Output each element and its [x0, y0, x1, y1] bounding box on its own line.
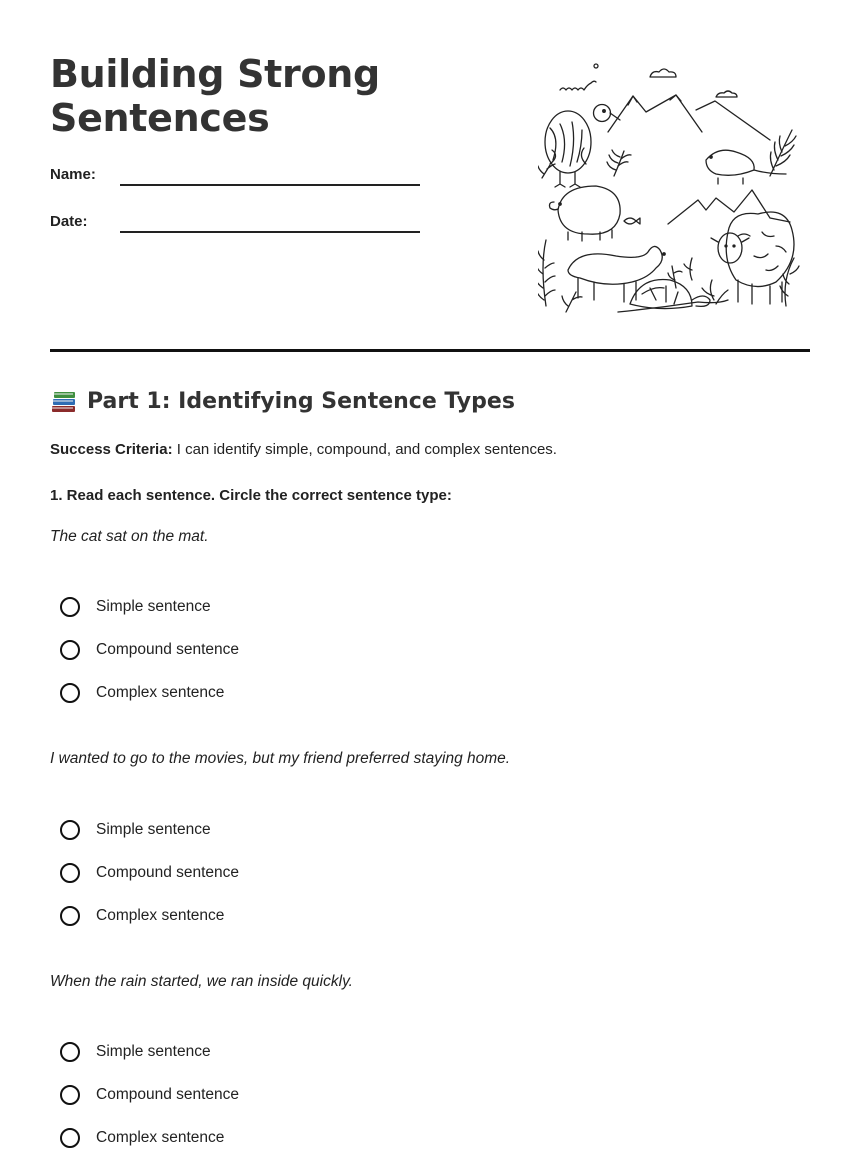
option-compound-sentence[interactable] — [60, 1082, 239, 1108]
option-simple-sentence[interactable] — [60, 817, 211, 843]
mountains-icon — [608, 95, 770, 140]
option-complex-sentence[interactable] — [60, 903, 224, 929]
option-complex-sentence[interactable] — [60, 1125, 224, 1151]
name-field[interactable] — [50, 166, 430, 190]
wombat-icon — [550, 186, 621, 241]
animals-landscape-illustration — [538, 60, 800, 318]
option-simple-sentence[interactable] — [60, 1039, 211, 1065]
cloud-icon — [716, 91, 737, 97]
option-label: Simple sentence — [96, 1043, 211, 1060]
fish-icon — [624, 218, 640, 224]
radio-circle[interactable] — [60, 820, 80, 840]
cloud-icon — [650, 69, 676, 77]
plant-icon — [668, 258, 799, 306]
criteria-label: Success Criteria: — [50, 441, 173, 458]
alpaca-icon — [568, 246, 665, 302]
books-icon — [50, 388, 78, 414]
option-label: Complex sentence — [96, 684, 225, 701]
fern-icon — [770, 130, 796, 176]
question-sentence: When the rain started, we ran inside quickly. — [50, 973, 353, 990]
radio-circle[interactable] — [60, 1042, 80, 1062]
part1-title: Part 1: Identifying Sentence Types — [87, 388, 515, 414]
radio-circle[interactable] — [60, 906, 80, 926]
option-compound-sentence[interactable] — [60, 860, 239, 886]
mountains-icon — [668, 190, 790, 224]
title-line-1: Building Strong — [50, 52, 380, 96]
part1-heading — [50, 388, 515, 414]
title-line-2: Sentences — [50, 96, 270, 140]
caterpillar-icon — [560, 64, 598, 90]
option-label: Compound sentence — [96, 641, 240, 658]
option-label: Compound sentence — [96, 864, 240, 881]
option-compound-sentence[interactable] — [60, 637, 239, 663]
option-label: Simple sentence — [96, 598, 211, 615]
option-label: Compound sentence — [96, 1086, 240, 1103]
fern-icon — [538, 240, 582, 312]
page-title — [50, 52, 380, 140]
radio-circle[interactable] — [60, 1085, 80, 1105]
option-label: Simple sentence — [96, 821, 211, 838]
radio-circle[interactable] — [60, 1128, 80, 1148]
option-simple-sentence[interactable] — [60, 594, 211, 620]
option-label: Complex sentence — [96, 907, 225, 924]
date-label: Date: — [50, 213, 88, 230]
radio-circle[interactable] — [60, 863, 80, 883]
name-write-line[interactable] — [120, 184, 420, 186]
question-instruction: 1. Read each sentence. Circle the correct sentence type: — [50, 487, 452, 504]
option-label: Complex sentence — [96, 1129, 225, 1146]
section-divider — [50, 349, 810, 352]
option-complex-sentence[interactable] — [60, 680, 224, 706]
date-field[interactable] — [50, 213, 430, 237]
criteria-text: I can identify simple, compound, and complex sentences. — [172, 441, 557, 458]
date-write-line[interactable] — [120, 231, 420, 233]
success-criteria — [50, 441, 557, 458]
kiwi-bird-icon — [545, 105, 620, 188]
radio-circle[interactable] — [60, 597, 80, 617]
question-sentence: The cat sat on the mat. — [50, 528, 209, 545]
question-sentence: I wanted to go to the movies, but my friend preferred staying home. — [50, 750, 511, 767]
radio-circle[interactable] — [60, 640, 80, 660]
name-label: Name: — [50, 166, 96, 183]
radio-circle[interactable] — [60, 683, 80, 703]
